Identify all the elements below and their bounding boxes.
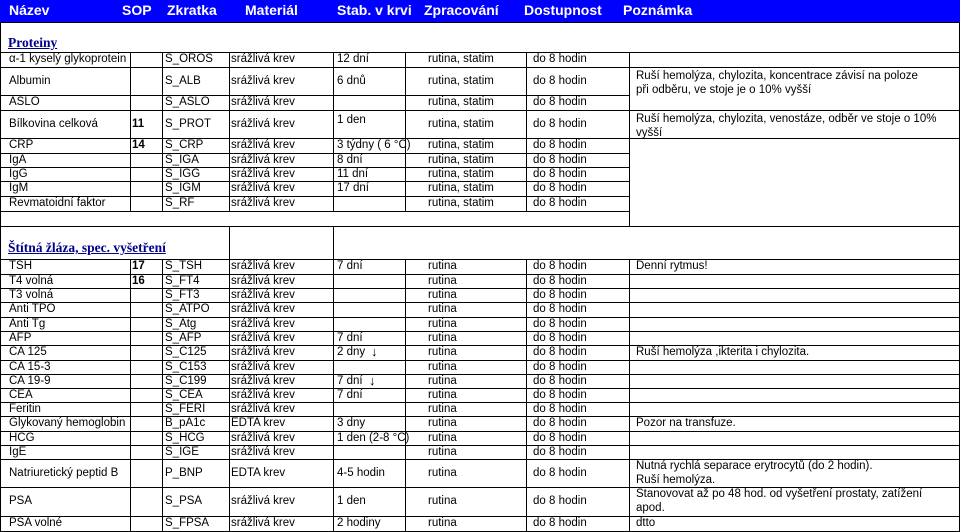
row-processing: rutina xyxy=(428,375,457,387)
row-stability: 4-5 hodin xyxy=(337,467,385,479)
row-line xyxy=(0,374,959,375)
row-code: S_CEA xyxy=(165,389,203,401)
row-name: CA 125 xyxy=(9,346,47,358)
row-code: S_PROT xyxy=(165,118,212,130)
column-line xyxy=(629,52,630,226)
row-name: Anti TPO xyxy=(9,303,56,315)
row-stability: 3 dny xyxy=(337,417,366,429)
row-availability: do 8 hodin xyxy=(533,495,587,507)
column-line xyxy=(229,259,230,531)
row-availability: do 8 hodin xyxy=(533,517,587,529)
row-name: Albumin xyxy=(9,75,51,87)
row-processing: rutina xyxy=(428,432,457,444)
column-line xyxy=(333,52,334,211)
row-note-line1: Nutná rychlá separace erytrocytů (do 2 hodin). xyxy=(636,460,873,472)
row-line xyxy=(0,360,959,361)
row-processing: rutina, statim xyxy=(428,168,494,180)
row-code: S_FERI xyxy=(165,403,206,415)
row-processing: rutina xyxy=(428,517,457,529)
row-name: Feritin xyxy=(9,403,41,415)
row-processing: rutina xyxy=(428,446,457,458)
row-material: srážlivá krev xyxy=(231,118,295,130)
row-line xyxy=(0,431,959,432)
column-line xyxy=(526,259,527,531)
header-stab: Stab. v krvi xyxy=(337,2,412,18)
row-note: dtto xyxy=(636,517,656,529)
row-availability: do 8 hodin xyxy=(533,432,587,444)
row-processing: rutina, statim xyxy=(428,139,494,151)
header-zpracovani: Zpracování xyxy=(424,2,499,18)
column-line xyxy=(229,226,230,259)
row-material: srážlivá krev xyxy=(231,361,295,373)
row-availability: do 8 hodin xyxy=(533,375,587,387)
row-code: S_IGA xyxy=(165,154,199,166)
row-name: IgE xyxy=(9,446,27,458)
row-code: P_BNP xyxy=(165,467,203,479)
row-line xyxy=(0,345,959,346)
row-stability: 1 den xyxy=(337,114,366,126)
row-material: srážlivá krev xyxy=(231,346,295,358)
header-material: Materiál xyxy=(245,2,298,18)
row-name: IgG xyxy=(9,168,28,180)
row-availability: do 8 hodin xyxy=(533,53,587,65)
row-stability: 8 dní xyxy=(337,154,363,166)
row-name: IgA xyxy=(9,154,27,166)
row-processing: rutina xyxy=(428,495,457,507)
row-line xyxy=(0,226,959,227)
row-line xyxy=(0,317,959,318)
row-processing: rutina xyxy=(428,303,457,315)
row-availability: do 8 hodin xyxy=(533,168,587,180)
row-name: T3 volná xyxy=(9,289,54,301)
row-availability: do 8 hodin xyxy=(533,361,587,373)
row-availability: do 8 hodin xyxy=(533,75,587,87)
row-note-line1: Stanovovat až po 48 hod. od vyšetření prostaty, zatížení xyxy=(636,488,923,500)
column-line xyxy=(0,22,1,532)
section-title-stitna: Štítná žláza, spec. vyšetření xyxy=(8,240,166,255)
row-code: S_FPSA xyxy=(165,517,210,529)
row-availability: do 8 hodin xyxy=(533,154,587,166)
row-stability: 12 dní xyxy=(337,53,369,65)
row-material: EDTA krev xyxy=(231,417,286,429)
row-code: S_C199 xyxy=(165,375,207,387)
row-name: Revmatoidní faktor xyxy=(9,197,106,209)
note-bilkovina-line1: Ruší hemolýza, chylozita, venostáze, odběr ve stoje o 10% xyxy=(636,113,937,125)
column-line xyxy=(130,52,131,211)
row-line xyxy=(0,288,959,289)
row-stability: 1 den (2-8 °C) xyxy=(337,432,410,444)
row-material: EDTA krev xyxy=(231,467,286,479)
row-line xyxy=(0,516,959,517)
column-line xyxy=(130,259,131,531)
row-material: srážlivá krev xyxy=(231,403,295,415)
row-code: S_HCG xyxy=(165,432,205,444)
header-zkratka: Zkratka xyxy=(167,2,217,18)
row-note-line2: Ruší hemolýza. xyxy=(636,474,716,486)
row-line xyxy=(0,67,959,68)
row-availability: do 8 hodin xyxy=(533,389,587,401)
row-name: Bílkovina celková xyxy=(9,118,98,130)
row-stability: 6 dnů xyxy=(337,75,366,87)
row-material: srážlivá krev xyxy=(231,332,295,344)
row-processing: rutina xyxy=(428,289,457,301)
header-poznamka: Poznámka xyxy=(623,2,693,18)
row-note: Pozor na transfuze. xyxy=(636,417,736,429)
row-availability: do 8 hodin xyxy=(533,139,587,151)
row-material: srážlivá krev xyxy=(231,260,295,272)
column-line xyxy=(405,52,406,211)
row-material: srážlivá krev xyxy=(231,289,295,301)
row-stability: 2 dny xyxy=(337,346,366,358)
row-code: S_IGG xyxy=(165,168,201,180)
row-stability: 2 hodiny xyxy=(337,517,381,529)
row-code: B_pA1c xyxy=(165,417,206,429)
row-name: TSH xyxy=(9,260,32,272)
row-code: S_ATPO xyxy=(165,303,210,315)
table-header xyxy=(0,0,960,23)
row-code: S_Atg xyxy=(165,318,197,330)
section-title-proteiny: Proteiny xyxy=(8,35,58,50)
row-material: srážlivá krev xyxy=(231,53,295,65)
row-name: CRP xyxy=(9,139,34,151)
row-note: Ruší hemolýza ,ikterita i chylozita. xyxy=(636,346,810,358)
row-availability: do 8 hodin xyxy=(533,446,587,458)
row-line xyxy=(0,211,629,212)
row-material: srážlivá krev xyxy=(231,96,295,108)
column-line xyxy=(629,259,630,531)
row-material: srážlivá krev xyxy=(231,432,295,444)
row-sop: 14 xyxy=(132,139,145,151)
row-processing: rutina, statim xyxy=(428,154,494,166)
row-availability: do 8 hodin xyxy=(533,417,587,429)
row-processing: rutina xyxy=(428,346,457,358)
row-processing: rutina xyxy=(428,275,457,287)
row-material: srážlivá krev xyxy=(231,495,295,507)
down-arrow-icon: ↓ xyxy=(369,373,376,388)
row-availability: do 8 hodin xyxy=(533,96,587,108)
row-code: S_ALB xyxy=(165,75,201,87)
row-processing: rutina, statim xyxy=(428,53,494,65)
row-code: S_C125 xyxy=(165,346,207,358)
row-processing: rutina xyxy=(428,260,457,272)
row-name: IgM xyxy=(9,182,29,194)
row-line xyxy=(0,388,959,389)
row-code: S_ASLO xyxy=(165,96,210,108)
row-processing: rutina xyxy=(428,318,457,330)
row-sop: 11 xyxy=(132,118,145,130)
row-availability: do 8 hodin xyxy=(533,118,587,130)
row-processing: rutina, statim xyxy=(428,197,494,209)
row-name: HCG xyxy=(9,432,35,444)
header-nazev: Název xyxy=(9,2,50,18)
row-code: S_AFP xyxy=(165,332,202,344)
row-stability: 7 dní xyxy=(337,389,363,401)
column-line xyxy=(162,52,163,211)
row-name: CA 19-9 xyxy=(9,375,51,387)
row-stability: 7 dní xyxy=(337,375,363,387)
note-bilkovina-line2: vyšší xyxy=(636,127,663,139)
row-processing: rutina, statim xyxy=(428,96,494,108)
row-stability: 3 týdny ( 6 °C) xyxy=(337,139,411,151)
column-line xyxy=(405,259,406,531)
row-processing: rutina xyxy=(428,332,457,344)
row-material: srážlivá krev xyxy=(231,517,295,529)
row-material: srážlivá krev xyxy=(231,375,295,387)
row-name: CA 15-3 xyxy=(9,361,51,373)
row-availability: do 8 hodin xyxy=(533,260,587,272)
row-code: S_TSH xyxy=(165,260,203,272)
row-availability: do 8 hodin xyxy=(533,467,587,479)
header-sop: SOP xyxy=(122,2,152,18)
row-availability: do 8 hodin xyxy=(533,275,587,287)
row-name: α-1 kyselý glykoprotein xyxy=(9,53,127,65)
row-code: S_C153 xyxy=(165,361,207,373)
row-name: PSA xyxy=(9,495,33,507)
row-availability: do 8 hodin xyxy=(533,289,587,301)
row-line xyxy=(0,110,959,111)
row-availability: do 8 hodin xyxy=(533,197,587,209)
note-albumin-line2: při odběru, ve stoje je o 10% vyšší xyxy=(636,84,812,96)
row-code: S_FT3 xyxy=(165,289,200,301)
row-processing: rutina, statim xyxy=(428,75,494,87)
row-availability: do 8 hodin xyxy=(533,303,587,315)
row-availability: do 8 hodin xyxy=(533,182,587,194)
row-code: S_IGM xyxy=(165,182,201,194)
row-name: Anti Tg xyxy=(9,318,46,330)
column-line xyxy=(229,52,230,211)
row-processing: rutina, statim xyxy=(428,182,494,194)
row-name: T4 volná xyxy=(9,275,54,287)
row-material: srážlivá krev xyxy=(231,389,295,401)
row-processing: rutina xyxy=(428,361,457,373)
row-name: ASLO xyxy=(9,96,40,108)
row-code: S_OROS xyxy=(165,53,213,65)
column-line xyxy=(333,259,334,531)
row-processing: rutina xyxy=(428,467,457,479)
row-code: S_PSA xyxy=(165,495,203,507)
note-albumin-line1: Ruší hemolýza, chylozita, koncentrace závisí na poloze xyxy=(636,70,918,82)
row-material: srážlivá krev xyxy=(231,446,295,458)
row-name: AFP xyxy=(9,332,32,344)
column-line xyxy=(162,259,163,531)
header-dostupnost: Dostupnost xyxy=(524,2,602,18)
row-line xyxy=(0,331,959,332)
row-sop: 16 xyxy=(132,275,145,287)
column-line xyxy=(526,52,527,211)
row-processing: rutina xyxy=(428,389,457,401)
down-arrow-icon: ↓ xyxy=(371,344,378,359)
column-line xyxy=(333,226,334,259)
row-material: srážlivá krev xyxy=(231,303,295,315)
row-name: PSA volné xyxy=(9,517,63,529)
row-processing: rutina, statim xyxy=(428,118,494,130)
row-line xyxy=(0,402,959,403)
row-processing: rutina xyxy=(428,417,457,429)
row-code: S_RF xyxy=(165,197,195,209)
row-availability: do 8 hodin xyxy=(533,332,587,344)
row-sop: 17 xyxy=(132,260,145,272)
row-note-line2: apod. xyxy=(636,502,665,514)
row-line xyxy=(0,416,959,417)
row-material: srážlivá krev xyxy=(231,275,295,287)
row-name: Natriuretický peptid B xyxy=(9,467,119,479)
row-material: srážlivá krev xyxy=(231,318,295,330)
row-stability: 1 den xyxy=(337,495,366,507)
row-material: srážlivá krev xyxy=(231,168,295,180)
row-material: srážlivá krev xyxy=(231,182,295,194)
row-note: Denní rytmus! xyxy=(636,260,708,272)
row-name: Glykovaný hemoglobin xyxy=(9,417,126,429)
row-stability: 11 dní xyxy=(337,168,369,180)
row-code: S_FT4 xyxy=(165,275,200,287)
row-code: S_CRP xyxy=(165,139,204,151)
row-line xyxy=(0,445,959,446)
row-processing: rutina xyxy=(428,403,457,415)
row-stability: 7 dní xyxy=(337,332,363,344)
row-material: srážlivá krev xyxy=(231,139,295,151)
row-material: srážlivá krev xyxy=(231,154,295,166)
row-availability: do 8 hodin xyxy=(533,346,587,358)
row-name: CEA xyxy=(9,389,33,401)
row-material: srážlivá krev xyxy=(231,197,295,209)
row-stability: 7 dní xyxy=(337,260,363,272)
row-availability: do 8 hodin xyxy=(533,318,587,330)
row-line xyxy=(0,302,959,303)
row-availability: do 8 hodin xyxy=(533,403,587,415)
row-material: srážlivá krev xyxy=(231,75,295,87)
row-code: S_IGE xyxy=(165,446,199,458)
row-stability: 17 dní xyxy=(337,182,369,194)
